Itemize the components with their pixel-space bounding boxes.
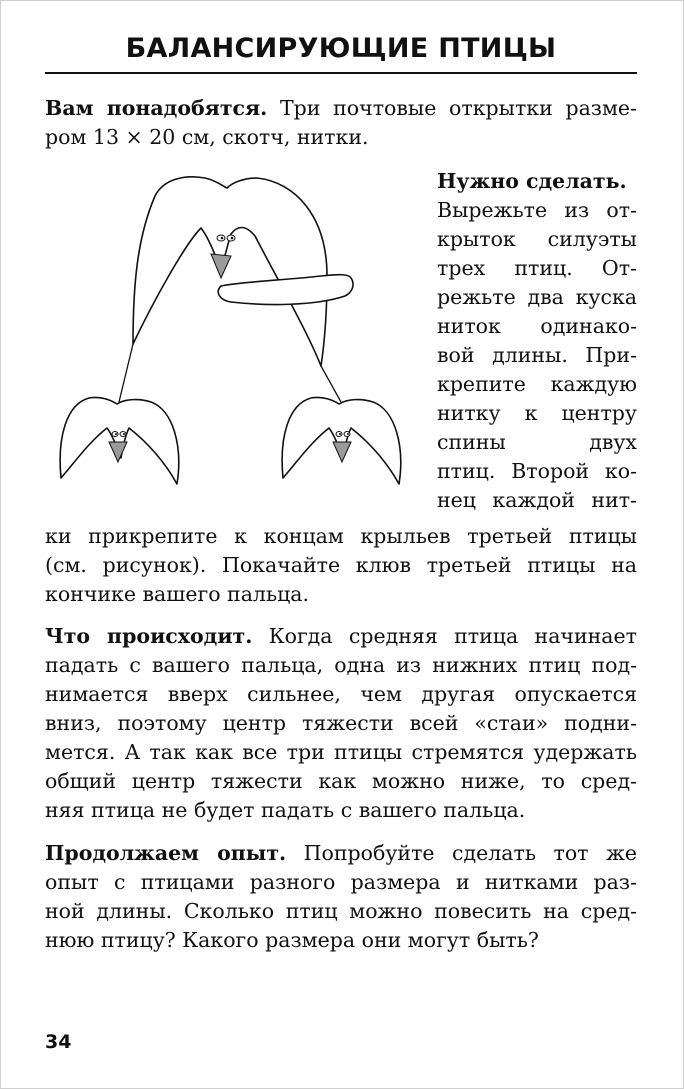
page-number: 34 xyxy=(45,1031,72,1053)
needs-line-1 xyxy=(45,94,637,123)
todo-line: ниток одинако- xyxy=(437,314,637,338)
todo-line: птиц. Второй ко- xyxy=(437,459,637,483)
happens-label: Что происходит. xyxy=(45,624,253,648)
happens-line: нимается вверх сильнее, чем другая опускается xyxy=(45,682,637,706)
todo-line: спины двух xyxy=(437,430,637,454)
todo-line: крепите каждую xyxy=(437,372,637,396)
page-title: БАЛАНСИРУЮЩИЕ ПТИЦЫ xyxy=(125,33,557,64)
todo-line: режьте два куска xyxy=(437,285,637,309)
happens-line: общий центр тяжести как можно ниже, то сред- xyxy=(45,769,637,793)
todo-label: Нужно сделать. xyxy=(437,169,627,193)
todo-full-line: кончике вашего пальца. xyxy=(45,582,310,606)
todo-full-line: ки прикрепите к концам крыльев третьей птицы xyxy=(45,524,637,548)
happens-text-1: Когда средняя птица начинает xyxy=(268,624,637,648)
continue-line: опыт с птицами разного размера и нитками раз- xyxy=(45,870,637,894)
needs-line-2: ром 13 × 20 см, скотч, нитки. xyxy=(45,125,369,149)
todo-full-line: (см. рисунок). Покачайте клюв третьей птицы на xyxy=(45,553,637,577)
right-thread xyxy=(321,366,341,402)
todo-line: крыток силуэты xyxy=(437,227,637,251)
continue-line-1 xyxy=(45,839,637,868)
continue-label: Продолжаем опыт. xyxy=(45,841,287,865)
needs-text-1: Три почтовые открытки разме- xyxy=(280,96,637,120)
continue-line: нюю птицу? Какого размера они могут быть? xyxy=(45,928,539,952)
todo-line: вой длины. При- xyxy=(437,343,637,367)
happens-line: мется. А так как все три птицы стремятся удержать xyxy=(45,740,637,764)
left-thread xyxy=(119,344,133,402)
left-bird-belly xyxy=(109,442,127,462)
todo-line: нитку к центру xyxy=(437,401,637,425)
center-bird-silhouette xyxy=(133,177,327,366)
title-rule xyxy=(45,72,637,74)
balancing-birds-illustration xyxy=(45,166,425,511)
continue-line: ной длины. Сколько птиц можно повесить на сред- xyxy=(45,899,637,923)
right-bird-belly xyxy=(333,442,351,462)
todo-line: трех птиц. От- xyxy=(437,256,637,280)
happens-line-1 xyxy=(45,622,637,651)
center-bird-belly xyxy=(211,254,231,278)
todo-line: Вырежьте из от- xyxy=(437,198,637,222)
todo-line: нец каждой нит- xyxy=(437,488,637,512)
continue-text-1: Попробуйте сделать тот же xyxy=(303,841,637,865)
right-bird-silhouette xyxy=(282,397,401,484)
finger xyxy=(218,275,353,305)
happens-line: падать с вашего пальца, одна из нижних птиц под- xyxy=(45,653,637,677)
happens-line: вниз, поэтому центр тяжести всей «стаи» подни- xyxy=(45,711,637,735)
needs-label: Вам понадобятся. xyxy=(45,96,268,120)
left-bird-silhouette xyxy=(60,397,179,484)
happens-line: няя птица не будет падать с вашего пальца. xyxy=(45,798,526,822)
